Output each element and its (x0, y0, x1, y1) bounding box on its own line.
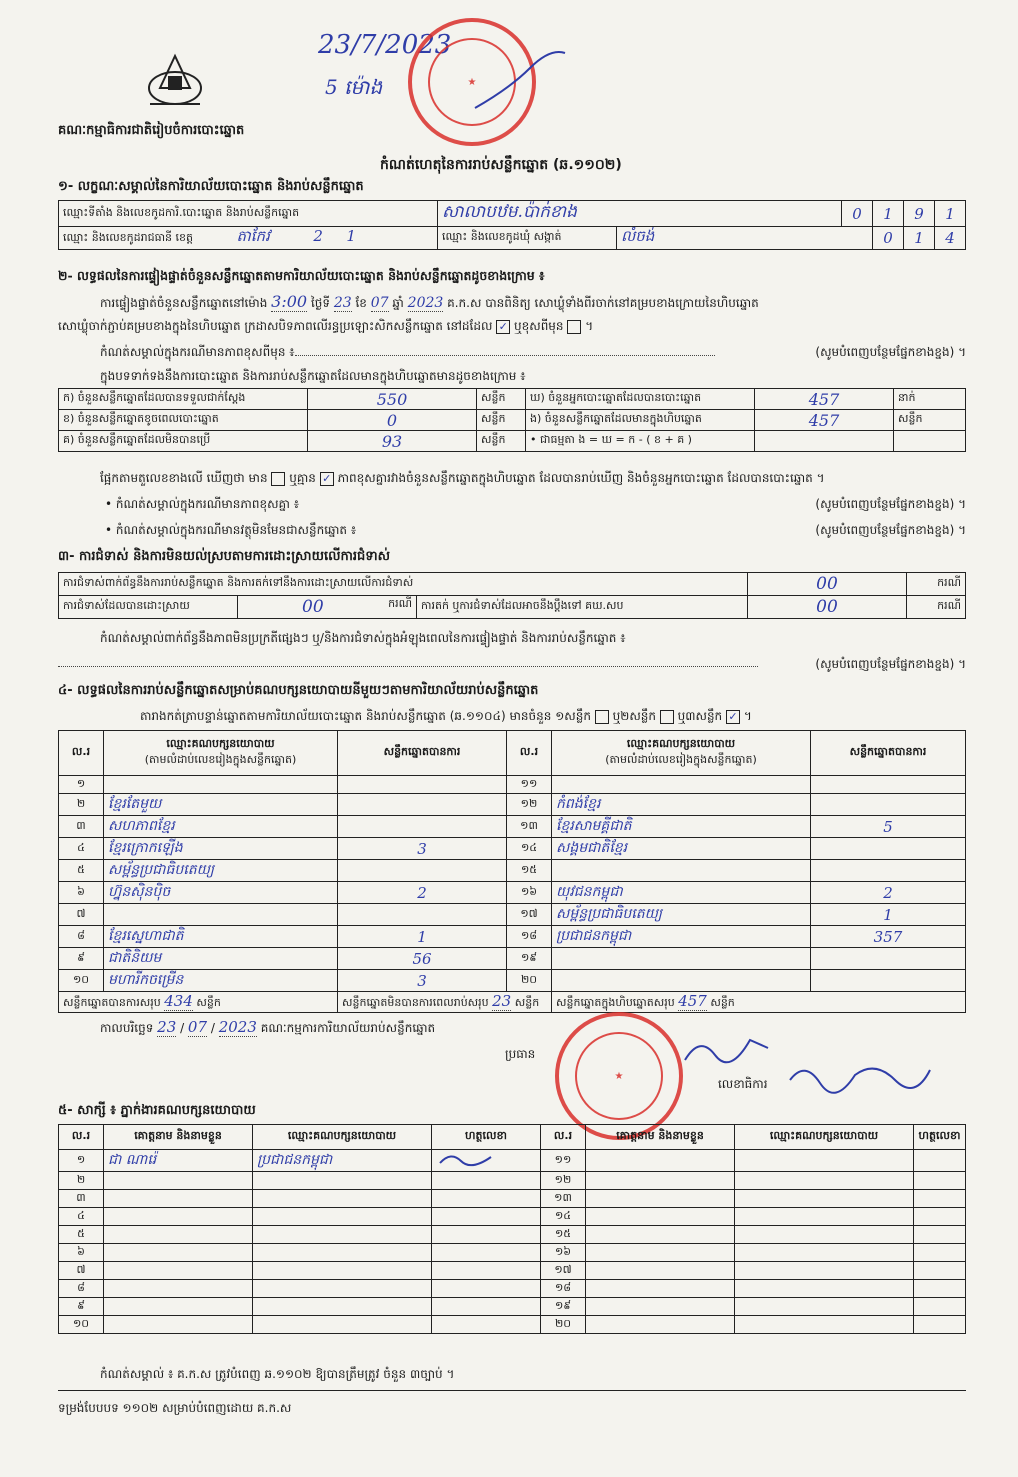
col-name: គោត្តនាម និងនាមខ្លួន (104, 1125, 253, 1150)
col-no: ល.រ (59, 1125, 104, 1150)
party-votes (338, 776, 507, 794)
witness-signature (432, 1172, 541, 1190)
witness-signature (432, 1150, 541, 1172)
party-name: ជាតិនិយម (104, 948, 338, 970)
party-name: សម្ព័ន្ធប្រជាធិបតេយ្យ (552, 904, 811, 926)
result-row (59, 970, 966, 992)
signature-top (470, 48, 570, 118)
witness-row (59, 1244, 966, 1262)
witness-row (59, 1280, 966, 1298)
row-no: ២ (59, 794, 104, 816)
witness-row (59, 1226, 966, 1244)
result-row (59, 882, 966, 904)
objection-unit: ករណី (907, 573, 966, 596)
witness-name (104, 1172, 253, 1190)
row-no: ៧ (59, 904, 104, 926)
col-sign: ហត្ថលេខា (432, 1125, 541, 1150)
witness-party (253, 1298, 432, 1316)
count-unit: សន្លឹក (477, 410, 526, 431)
row-no: ៨ (59, 926, 104, 948)
total-invalid: សន្លឹកឆ្នោតមិនបានការពេលរាប់សរុប 23 សន្លឹក (338, 992, 552, 1013)
witness-party (735, 1316, 914, 1334)
col-no: ល.រ (541, 1125, 586, 1150)
row-no: ១៨ (507, 926, 552, 948)
witness-table (58, 1124, 966, 1334)
row-no: ២ (59, 1172, 104, 1190)
location-value: សាលាបឋម.ប៉ាក់ខាង (438, 201, 842, 227)
party-votes: 1 (811, 904, 966, 926)
one-sheet-checkbox[interactable] (595, 710, 609, 724)
official-stamp: ★ (408, 18, 536, 146)
party-name (552, 860, 811, 882)
party-votes (338, 816, 507, 838)
count-unit: សន្លឹក (477, 389, 526, 410)
count-unit: សន្លឹក (894, 410, 966, 431)
col-no: ល.រ (59, 731, 104, 776)
witness-name (586, 1226, 735, 1244)
witness-party (253, 1262, 432, 1280)
results-table (58, 730, 966, 1013)
witness-signature (914, 1190, 966, 1208)
count-label: គ) ចំនួនសន្លឹកឆ្នោតដែលមិនបានប្រើ (59, 431, 308, 452)
witness-party (253, 1316, 432, 1334)
witness-party (253, 1190, 432, 1208)
col-party: ឈ្មោះគណបក្សនយោបាយ (253, 1125, 432, 1150)
witness-name (104, 1190, 253, 1208)
party-name: ហ្វ៊ុនស៊ិនប៉ិច (104, 882, 338, 904)
counts-row (59, 389, 966, 410)
witness-signature (432, 1280, 541, 1298)
counts-row (59, 431, 966, 452)
count-label: ឃ) ចំនួនអ្នកបោះឆ្នោតដែលបានបោះឆ្នោត (526, 389, 755, 410)
discrepancy-no-checkbox[interactable]: ✓ (320, 472, 334, 486)
form-footer: ទម្រង់បែបបទ ១១០២ សម្រាប់បំពេញដោយ គ.ក.ស (58, 1401, 292, 1415)
result-row (59, 838, 966, 860)
witness-name (104, 1298, 253, 1316)
objection-row1-value: 00 (748, 573, 907, 596)
code-digit: 1 (935, 201, 966, 227)
witness-name (104, 1280, 253, 1298)
row-no: ១ (59, 776, 104, 794)
bullet-difference: • កំណត់សម្គាល់ក្នុងករណីមានភាពខុសគ្នា ៖ (សូមបំពេញបន្ថែមផ្នែកខាងខ្នង) ។ (105, 497, 966, 511)
province-label: ឈ្មោះ និងលេខកូដរាជធានី ខេត្ត តាកែវ 2 1 (59, 227, 438, 250)
party-votes: 3 (338, 970, 507, 992)
witness-signature (432, 1208, 541, 1226)
party-name: ប្រជាជនកម្ពុជា (552, 926, 811, 948)
row-no: ៨ (59, 1280, 104, 1298)
row-no: ១៣ (507, 816, 552, 838)
row-no: ៣ (59, 816, 104, 838)
witness-name (586, 1262, 735, 1280)
col-votes: សន្លឹកឆ្នោតបានការ (811, 731, 966, 776)
party-name: ខ្មែរស្នេហាជាតិ (104, 926, 338, 948)
witness-party (253, 1208, 432, 1226)
objection-row2-label: ការជំទាស់ដែលបានដោះស្រាយ (59, 596, 238, 619)
row-no: ៥ (59, 1226, 104, 1244)
seal-line: សោឃ្លុំចាក់ភ្ជាប់គម្របខាងក្នុងនៃហិបឆ្នោត ក្រដាសបិទភាពលើរន្ធប្រឡោះសិកសន្លឹកឆ្នោត នៅដដែល ✓ ឬខុសពីមុន ។ (58, 319, 594, 333)
count-label: • ជាធម្មតា ង = ឃ = ក - ( ខ + គ ) (526, 431, 755, 452)
witness-signature (432, 1298, 541, 1316)
party-name (104, 904, 338, 926)
witness-name (586, 1316, 735, 1334)
witness-party (253, 1226, 432, 1244)
witness-name (586, 1298, 735, 1316)
party-votes (811, 776, 966, 794)
witness-name (104, 1316, 253, 1334)
witness-row (59, 1190, 966, 1208)
count-unit: សន្លឹក (477, 431, 526, 452)
sheet-count-line: តារាងកត់ត្រាបន្ទាន់ឆ្នោតតាមការិយាល័យបោះឆ្នោត និងរាប់សន្លឹកឆ្នោត (ឆ.១១០៤) មានចំនួន ១សន្លឹក ឬ២សន្លឹក ឬ៣សន្លឹក ✓ ។ (140, 709, 752, 723)
code-digit: 9 (904, 201, 935, 227)
two-sheet-checkbox[interactable] (660, 710, 674, 724)
witness-name (586, 1244, 735, 1262)
party-votes (338, 904, 507, 926)
divider (58, 1390, 966, 1391)
counting-intro: ក្នុងបទទាក់ទងនឹងការបោះឆ្នោត និងការរាប់សន្លឹកឆ្នោតដែលមានក្នុងហិបឆ្នោតមានដូចខាងក្រោម ៖ (100, 369, 526, 383)
secretary-signature (785, 1055, 935, 1095)
difference-note: កំណត់សម្គាល់ក្នុងករណីមានភាពខុសពីមុន ៖ (សូមបំពេញបន្ថែមផ្នែកខាងខ្នង) ។ (100, 345, 966, 359)
code-digit: 0 (873, 227, 904, 250)
witness-name (104, 1226, 253, 1244)
counts-table (58, 388, 966, 452)
row-no: ១២ (541, 1172, 586, 1190)
count-label: ង) ចំនួនសន្លឹកឆ្នោតដែលមានក្នុងហិបឆ្នោត (526, 410, 755, 431)
row-no: ១៧ (541, 1262, 586, 1280)
count-label: ក) ចំនួនសន្លឹកឆ្នោតដែលបានទទួលជាក់ស្តែង (59, 389, 308, 410)
emblem-icon (140, 48, 210, 114)
footnote: កំណត់សម្គាល់ ៖ គ.ក.ស ត្រូវបំពេញ ឆ.១១០២ ឱ្យបានត្រឹមត្រូវ ចំនួន ៣ច្បាប់ ។ (100, 1367, 455, 1381)
party-votes: 56 (338, 948, 507, 970)
chair-signature (680, 1030, 770, 1070)
witness-name (586, 1280, 735, 1298)
row-no: ៧ (59, 1262, 104, 1280)
commune-label: ឈ្មោះ និងលេខកូដឃុំ សង្កាត់ (438, 227, 617, 250)
col-name: គោត្តនាម និងនាមខ្លួន (586, 1125, 735, 1150)
row-no: ១៦ (541, 1244, 586, 1262)
secretary-label: លេខាធិការ (718, 1077, 768, 1091)
witness-signature (914, 1244, 966, 1262)
count-value: 457 (755, 389, 894, 410)
count-value (755, 431, 894, 452)
row-no: ១៤ (507, 838, 552, 860)
witness-name (586, 1172, 735, 1190)
result-row (59, 948, 966, 970)
total-ballots: សន្លឹកឆ្នោតក្នុងហិបឆ្នោតសរុប 457 សន្លឹក (552, 992, 966, 1013)
party-votes (811, 794, 966, 816)
party-votes: 2 (811, 882, 966, 904)
party-name: ខ្មែរតែមួយ (104, 794, 338, 816)
row-no: ១៦ (507, 882, 552, 904)
witness-signature (432, 1262, 541, 1280)
party-name: ខ្មែរសាមគ្គីជាតិ (552, 816, 811, 838)
witness-row (59, 1150, 966, 1172)
objection-row1-label: ការជំទាស់ពាក់ព័ន្ធនឹងការរាប់សន្លឹកឆ្នោត និងការតក់ទៅនឹងការដោះស្រាយលើការជំទាស់ (59, 573, 748, 596)
witness-name (104, 1262, 253, 1280)
row-no: ១ (59, 1150, 104, 1172)
col-party: ឈ្មោះគណបក្សនយោបាយ (តាមលំដាប់លេខរៀងក្នុងសន្លឹកឆ្នោត) (104, 731, 338, 776)
witness-signature (914, 1150, 966, 1172)
office-stamp: ★ (555, 1012, 683, 1140)
witness-signature (914, 1172, 966, 1190)
row-no: ១៥ (541, 1226, 586, 1244)
chair-label: ប្រធាន (505, 1047, 536, 1061)
row-no: ៤ (59, 838, 104, 860)
party-name: សហភាពខ្មែរ (104, 816, 338, 838)
party-votes: 357 (811, 926, 966, 948)
witness-party (735, 1190, 914, 1208)
document-title: កំណត់ហេតុនៃការរាប់សន្លឹកឆ្នោត (ឆ.១១០២) (380, 157, 622, 173)
col-no: ល.រ (507, 731, 552, 776)
location-label: ឈ្មោះទីតាំង និងលេខកូដការិ.បោះឆ្នោត និងរាប់សន្លឹកឆ្នោត (59, 201, 438, 227)
witness-name (586, 1190, 735, 1208)
changed-checkbox[interactable] (567, 320, 581, 334)
handwritten-time: 5 ម៉ោង (325, 75, 383, 99)
witness-row (59, 1262, 966, 1280)
witness-signature (914, 1262, 966, 1280)
witness-signature (432, 1190, 541, 1208)
witness-name (104, 1244, 253, 1262)
party-votes (811, 948, 966, 970)
witness-party (735, 1262, 914, 1280)
row-no: ១៩ (541, 1298, 586, 1316)
counts-row (59, 410, 966, 431)
section1-table (58, 200, 966, 250)
section5-heading: ៥- សាក្សី ៖ ភ្នាក់ងារគណបក្សនយោបាយ (58, 1103, 256, 1118)
witness-signature (914, 1298, 966, 1316)
party-name: យុវជនកម្ពុជា (552, 882, 811, 904)
count-value: 550 (308, 389, 477, 410)
section1-heading: ១- លក្ខណៈសម្គាល់នៃការិយាល័យបោះឆ្នោត និងរាប់សន្លឹកឆ្នោត (58, 179, 364, 194)
witness-party (735, 1172, 914, 1190)
party-votes: 5 (811, 816, 966, 838)
row-no: ៣ (59, 1190, 104, 1208)
handwritten-date: 23/7/2023 (318, 30, 452, 60)
unchanged-checkbox[interactable]: ✓ (496, 320, 510, 334)
col-party: ឈ្មោះគណបក្សនយោបាយ (735, 1125, 914, 1150)
row-no: ១១ (507, 776, 552, 794)
party-name: កំពង់ខ្មែរ (552, 794, 811, 816)
row-no: ១៣ (541, 1190, 586, 1208)
party-votes: 3 (338, 838, 507, 860)
section4-heading: ៤- លទ្ធផលនៃការរាប់សន្លឹកឆ្នោតសម្រាប់គណបក្សនយោបាយនីមួយៗតាមការិយាល័យរាប់សន្លឹកឆ្នោត (58, 683, 539, 698)
witness-row (59, 1316, 966, 1334)
count-unit: នាក់ (894, 389, 966, 410)
witness-party (253, 1244, 432, 1262)
row-no: ១០ (59, 1316, 104, 1334)
party-votes (338, 860, 507, 882)
commune-value: លំចង់ (617, 227, 873, 250)
result-row (59, 776, 966, 794)
witness-name (586, 1208, 735, 1226)
count-value: 93 (308, 431, 477, 452)
witness-signature (914, 1316, 966, 1334)
result-row (59, 926, 966, 948)
witness-signature (432, 1226, 541, 1244)
witness-row (59, 1208, 966, 1226)
party-votes: 1 (338, 926, 507, 948)
witness-party (735, 1226, 914, 1244)
party-votes (811, 970, 966, 992)
witness-party (735, 1280, 914, 1298)
row-no: ១៧ (507, 904, 552, 926)
party-name (552, 776, 811, 794)
row-no: ២០ (541, 1316, 586, 1334)
objection-row2b-value: 00 (748, 596, 907, 619)
col-sign: ហត្ថលេខា (914, 1125, 966, 1150)
col-party: ឈ្មោះគណបក្សនយោបាយ (តាមលំដាប់លេខរៀងក្នុងសន្លឹកឆ្នោត) (552, 731, 811, 776)
party-name: មហារីកចម្រើន (104, 970, 338, 992)
code-digit: 1 (873, 201, 904, 227)
party-name (552, 970, 811, 992)
org-name: គណៈកម្មាធិការជាតិរៀបចំការបោះឆ្នោត (58, 123, 245, 138)
row-no: ១៩ (507, 948, 552, 970)
row-no: ៤ (59, 1208, 104, 1226)
witness-party (735, 1150, 914, 1172)
witness-signature (914, 1226, 966, 1244)
objection-unit: ករណី (907, 596, 966, 619)
row-no: ១១ (541, 1150, 586, 1172)
party-votes: 2 (338, 882, 507, 904)
discrepancy-yes-checkbox[interactable] (271, 472, 285, 486)
party-votes (338, 794, 507, 816)
row-no: ៦ (59, 882, 104, 904)
verify-line: ការផ្ទៀងផ្ទាត់ចំនួនសន្លឹកឆ្នោតនៅម៉ោង 3:00 ថ្ងៃទី 23 ខែ 07 ឆ្នាំ 2023 គ.ក.ស បានពិនិត្យ សោឃ្លុំទាំងពីរចាក់នៅគម្របខាងក្រោយនៃហិបឆ្នោត (100, 292, 759, 311)
result-row (59, 860, 966, 882)
row-no: ១៤ (541, 1208, 586, 1226)
witness-party (735, 1298, 914, 1316)
row-no: ១២ (507, 794, 552, 816)
witness-signature (914, 1208, 966, 1226)
row-no: ៩ (59, 948, 104, 970)
party-name (552, 948, 811, 970)
code-digit: 4 (935, 227, 966, 250)
party-votes (811, 860, 966, 882)
witness-party: ប្រជាជនកម្ពុជា (253, 1150, 432, 1172)
code-digit: 1 (904, 227, 935, 250)
result-row (59, 904, 966, 926)
witness-row (59, 1172, 966, 1190)
code-digit: 0 (842, 201, 873, 227)
section3-heading: ៣- ការជំទាស់ និងការមិនយល់ស្របតាមការដោះស្រាយលើការជំទាស់ (58, 549, 390, 564)
party-name: សម្ព័ន្ធប្រជាធិបតេយ្យ (104, 860, 338, 882)
row-no: ២០ (507, 970, 552, 992)
three-sheet-checkbox[interactable]: ✓ (726, 710, 740, 724)
result-row (59, 816, 966, 838)
irregularity-note-line: (សូមបំពេញបន្ថែមផ្នែកខាងខ្នង) ។ (58, 656, 966, 674)
count-unit (894, 431, 966, 452)
objection-row2-value-cell: 00 ករណី (238, 596, 417, 619)
row-no: ១៨ (541, 1280, 586, 1298)
witness-party (253, 1280, 432, 1298)
section2-heading: ២- លទ្ធផលនៃការផ្ទៀងផ្ទាត់ចំនួនសន្លឹកឆ្នោតតាមការិយាល័យបោះឆ្នោត និងរាប់សន្លឹកឆ្នោតដូចខាងក្រោម ៖ (58, 268, 545, 283)
witness-party (735, 1244, 914, 1262)
objections-table (58, 572, 966, 619)
total-valid: សន្លឹកឆ្នោតបានការសរុប 434 សន្លឹក (59, 992, 338, 1013)
objection-row2b-label: ការតក់ ឬការជំទាស់ដែលអាចនឹងប្តឹងទៅ គឃ.សប (417, 596, 748, 619)
count-label: ខ) ចំនួនសន្លឹកឆ្នោតខូចពេលបោះឆ្នោត (59, 410, 308, 431)
result-row (59, 794, 966, 816)
party-name: សង្គមជាតិខ្មែរ (552, 838, 811, 860)
col-votes: សន្លឹកឆ្នោតបានការ (338, 731, 507, 776)
signing-date: កាលបរិច្ឆេទ 23 / 07 / 2023 គណៈកម្មការការិយាល័យរាប់សន្លឹកឆ្នោត (100, 1018, 436, 1036)
witness-signature (432, 1316, 541, 1334)
party-name: ខ្មែរក្រោកឡើង (104, 838, 338, 860)
witness-party (253, 1172, 432, 1190)
bullet-nonballot: • កំណត់សម្គាល់ក្នុងករណីមានវត្ថុមិនមែនជាសន្លឹកឆ្នោត ៖ (សូមបំពេញបន្ថែមផ្នែកខាងខ្នង) ។ (105, 523, 966, 537)
witness-name (586, 1150, 735, 1172)
witness-name (104, 1208, 253, 1226)
witness-row (59, 1298, 966, 1316)
row-no: ១៥ (507, 860, 552, 882)
discrepancy-line: ផ្អែកតាមតួលេខខាងលើ ឃើញថា មាន ឬគ្មាន ✓ ភាពខុសគ្នារវាងចំនួនសន្លឹកឆ្នោតក្នុងហិបឆ្នោត ដែលបានរាប់ឃើញ និងចំនួនអ្នកបោះឆ្នោត ដែលបានបោះឆ្នោត ។ (100, 471, 825, 485)
count-value: 0 (308, 410, 477, 431)
witness-signature-mark (436, 1151, 496, 1167)
count-value: 457 (755, 410, 894, 431)
row-no: ៦ (59, 1244, 104, 1262)
row-no: ៥ (59, 860, 104, 882)
witness-name: ជា ណារ៉េ (104, 1150, 253, 1172)
witness-signature (914, 1280, 966, 1298)
row-no: ៩ (59, 1298, 104, 1316)
witness-signature (432, 1244, 541, 1262)
irregularity-note: កំណត់សម្គាល់ពាក់ព័ន្ធនឹងភាពមិនប្រក្រតីផ្សេងៗ ឬ/និងការជំទាស់ក្នុងអំឡុងពេលនៃការផ្ទៀងផ្ទាត់ និងការរាប់សន្លឹកឆ្នោត ៖ (100, 631, 626, 645)
witness-party (735, 1208, 914, 1226)
party-votes (811, 838, 966, 860)
row-no: ១០ (59, 970, 104, 992)
party-name (104, 776, 338, 794)
